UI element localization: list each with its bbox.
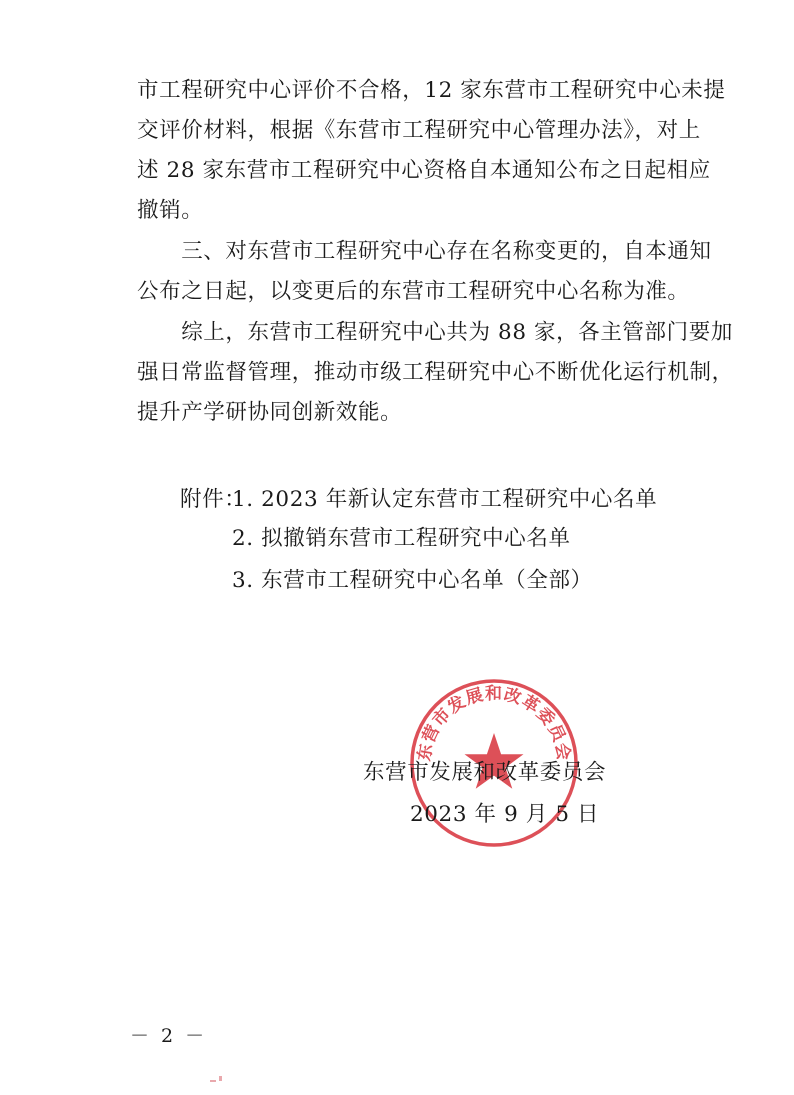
text-line: 公布之日起，以变更后的东营市工程研究中心名称为准。 bbox=[137, 279, 690, 304]
scan-mark bbox=[219, 1076, 222, 1081]
paragraph-revocation bbox=[137, 71, 726, 231]
issue-date: 2023 年 9 月 5 日 bbox=[410, 802, 600, 827]
text-line: 强日常监督管理，推动市级工程研究中心不断优化运行机制， bbox=[137, 360, 734, 385]
text-line: 市工程研究中心评价不合格，12 家东营市工程研究中心未提 bbox=[137, 78, 726, 103]
text-line: 综上，东营市工程研究中心共为 88 家，各主管部门要加 bbox=[137, 320, 733, 345]
scan-mark bbox=[210, 1080, 216, 1082]
paragraph-summary bbox=[137, 313, 734, 433]
issuer-name: 东营市发展和改革委员会 bbox=[363, 760, 607, 785]
attachment-item: 2. 拟撤销东营市工程研究中心名单 bbox=[232, 526, 571, 551]
text-line: 提升产学研协同创新效能。 bbox=[137, 400, 403, 425]
attachment-item: 3. 东营市工程研究中心名单（全部） bbox=[232, 568, 593, 593]
text-line: 交评价材料，根据《东营市工程研究中心管理办法》，对上 bbox=[137, 118, 701, 143]
attachments-label: 附件： bbox=[180, 487, 247, 512]
paragraph-name-change bbox=[137, 232, 712, 312]
seal-text: 东营市发展和改革委员会 bbox=[414, 684, 574, 763]
text-line: 三、对东营市工程研究中心存在名称变更的，自本通知 bbox=[137, 239, 712, 264]
attachment-item: 1. 2023 年新认定东营市工程研究中心名单 bbox=[232, 487, 658, 512]
page-number: － 2 － bbox=[130, 1025, 208, 1047]
text-line: 述 28 家东营市工程研究中心资格自本通知公布之日起相应 bbox=[137, 158, 711, 183]
text-line: 撤销。 bbox=[137, 198, 204, 223]
